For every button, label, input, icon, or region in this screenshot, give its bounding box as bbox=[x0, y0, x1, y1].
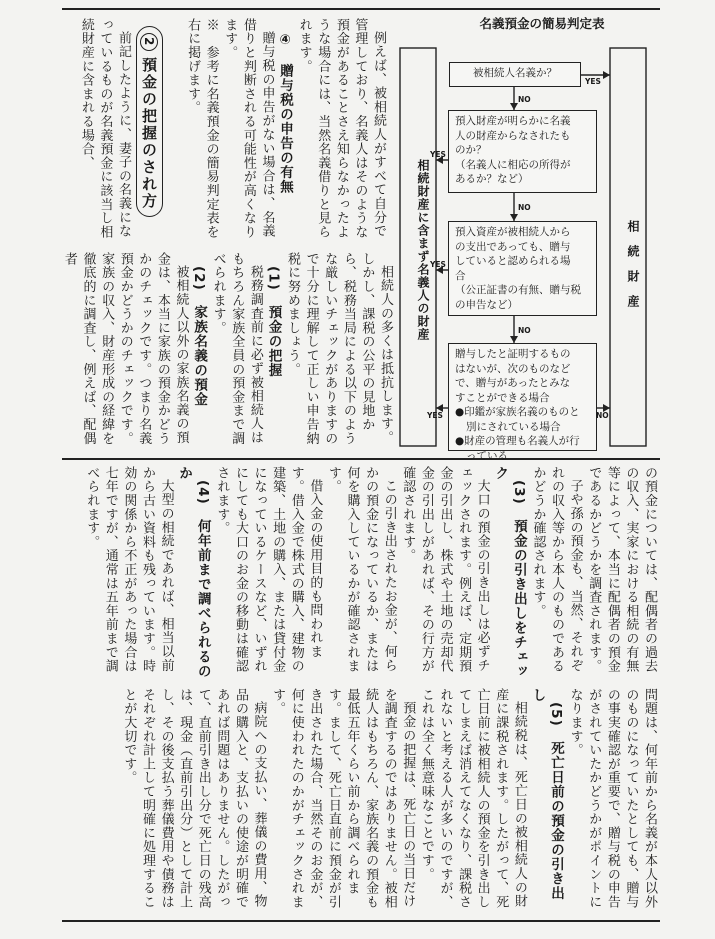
flowchart-title: 名義預金の簡易判定表 bbox=[479, 16, 605, 31]
question-3-line: していると認められる場 bbox=[455, 255, 571, 267]
question-2-line: のか？ bbox=[455, 144, 487, 156]
subheading-2: (2) 家族名義の預金 bbox=[191, 265, 208, 407]
paragraph: 大型の相続であれば、相当以前から古い資料も残っています。時効の関係から不正があった場合は七年ですが、通常は五年前まで調べられます。 bbox=[84, 466, 174, 673]
paragraph: 病院への支払い、葬儀の費用、物品の購入と、支払いの使途が明確であれば問題はありません。したがって、直前引き出し分で死亡日の残高は、現金（直前引出分）として計上し、その後支払う葬儀費用や債務はそれぞれ計上して明確に処理することが大切です。 bbox=[121, 688, 267, 909]
question-2-line: （名義人に相応の所得が bbox=[455, 158, 571, 171]
section-number: 2 bbox=[140, 33, 158, 51]
note-reference: ※ 参考に名義預金の簡易判定表を右に掲げます。 bbox=[185, 18, 219, 239]
paragraph: 預金の把握は、死亡日の当日だけを調査するのではありません。被相続人はもちろん、家族名義の預金も最低五年くらい前から調べられます。まして、死亡日直前に預金が引き出された場合、当然そのお金が、何に使われたのかがチェックされます。 bbox=[270, 688, 416, 909]
paragraph: 子や孫の預金も、当然、それぞれの収入等から本人のものであるかどうか確認されます。 bbox=[530, 466, 583, 673]
question-4-line: 贈与したと証明するもの bbox=[455, 348, 571, 360]
yes-label-1: YES bbox=[585, 77, 601, 86]
yes-label-2: YES bbox=[430, 150, 446, 159]
paragraph: 問題は、何年前から名義が本人以外のものになっていたとしても、贈与の事実確認が重要で、贈与税の申告がされていたかどうかがポイントになります。 bbox=[567, 688, 657, 909]
paragraph: 前記したように、妻子の名義になっているものが名義預金に該当し相続財産に含まれる場合、 bbox=[78, 18, 131, 239]
arrow-no-2 bbox=[510, 214, 518, 221]
right-result-label: 相続財産 bbox=[626, 220, 640, 320]
paragraph: 例えば、被相続人がすべて自分で管理しており、名義人はそのような預金があることさえ知らなかったような場合には、当然名義借りと見られます。 bbox=[296, 18, 386, 239]
question-3-line: 合 bbox=[455, 269, 466, 282]
yes-label-4: YES bbox=[427, 411, 443, 420]
paragraph: 相続人の多くは抵抗します。しかし、課税の公平の見地から、税務当局による以下のような厳しいチェックがありますので十分に理解して正しい申告納税に努めましょう。 bbox=[285, 252, 393, 446]
paragraph: 借入金の使用目的も問われます。借入金で株式の購入、建物の建築、土地の購入、または貸付金になっているケースなど、いずれにしても大口のお金の移動は確認されます。 bbox=[214, 466, 323, 673]
question-3-line: 預入資産が被相続人から bbox=[455, 226, 571, 238]
lower-text-block-2 bbox=[64, 688, 658, 914]
lower-text-block-1 bbox=[64, 466, 658, 680]
paragraph: 相続税は、死亡日の被相続人の財産に課税されます。したがって、死亡日前に被相続人の預金を引き出してしまえば消えてなくなり、課税されないと考える人が多いのですが、これは全く無意味なことです。 bbox=[418, 688, 527, 909]
subheading-4: ④ 贈与税の申告の有無 bbox=[277, 31, 294, 194]
question-2-box bbox=[448, 110, 597, 193]
paragraph: 贈与税の申告がない場合は、名義借りと判断される可能性が高くなります。 bbox=[222, 18, 275, 239]
subheading-3: (3) 預金の引き出しをチェック bbox=[492, 466, 527, 679]
question-4-bullet: ●印鑑が家族名義のものと別にされている場合 bbox=[455, 406, 580, 433]
subheading-5: (5) 死亡日前の預金の引き出し bbox=[529, 688, 565, 901]
question-2-line: 人の財産からなされたも bbox=[455, 129, 571, 142]
question-4-line: すことができる場合 bbox=[455, 391, 550, 404]
bottom-rule bbox=[62, 920, 660, 922]
paragraph: 税務調査前に必ず被相続人はもちろん家族全員の預金まで調べられます。 bbox=[210, 252, 263, 446]
question-4-box bbox=[448, 343, 597, 462]
question-1-text: 被相続人名義か？ bbox=[473, 67, 557, 79]
paragraph: この引き出されたお金が、何らかの預金になっているか、または何を購入しているかが確認されます。 bbox=[325, 466, 397, 673]
paragraph: 被相続人以外の家族名義の預金は、本当に家族の預金かどうかのチェックです。つまり名義預金かどうかのチェックです。家族の収入、財産形成の経緯を徹底的に調査し、例えば、配偶者 bbox=[61, 252, 189, 446]
question-2-line: あるか？など） bbox=[455, 173, 529, 185]
section-title: 預金の把握のされ方 bbox=[140, 57, 158, 210]
yes-label-3: YES bbox=[430, 260, 446, 269]
subheading-4b: (4) 何年前まで調べられるのか bbox=[176, 466, 211, 679]
subheading-1: (1) 預金の把握 bbox=[265, 265, 282, 378]
question-4-bullet: ●財産の管理も名義人が行っている bbox=[455, 435, 580, 462]
question-4-line: はないが、次のものなど bbox=[455, 362, 571, 375]
question-2-line: 預入財産が明らかに名義 bbox=[455, 115, 571, 127]
question-4-line: で、贈与があったとみな bbox=[455, 377, 571, 389]
question-3-line: の支出であっても、贈与 bbox=[455, 240, 571, 253]
left-result-label: 相続財産に含まず名義人の財産 bbox=[416, 159, 430, 341]
no-label-1: NO bbox=[518, 95, 531, 104]
arrow-yes-1 bbox=[603, 71, 610, 79]
no-label-2: NO bbox=[518, 203, 531, 212]
paragraph: の預金については、配偶者の過去の収入、実家における相続の有無等によって、本当に配偶者の預金であるかどうかを調査されます。 bbox=[586, 466, 657, 673]
arrow-no-3 bbox=[510, 336, 518, 343]
no-label-3: NO bbox=[518, 326, 531, 335]
arrow-no-1 bbox=[510, 103, 518, 110]
no-label-4: NO bbox=[596, 411, 609, 420]
question-1-box bbox=[449, 62, 581, 87]
question-3-box bbox=[448, 221, 597, 316]
paragraph: 大口の預金の引き出しは必ずチェックされます。例えば、定期預金の引出し、株式や土地の売却代金の引出しがあれば、その行方が確認されます。 bbox=[400, 466, 490, 673]
question-3-note: （公正証書の有無、贈与税の申告など） bbox=[455, 284, 581, 311]
